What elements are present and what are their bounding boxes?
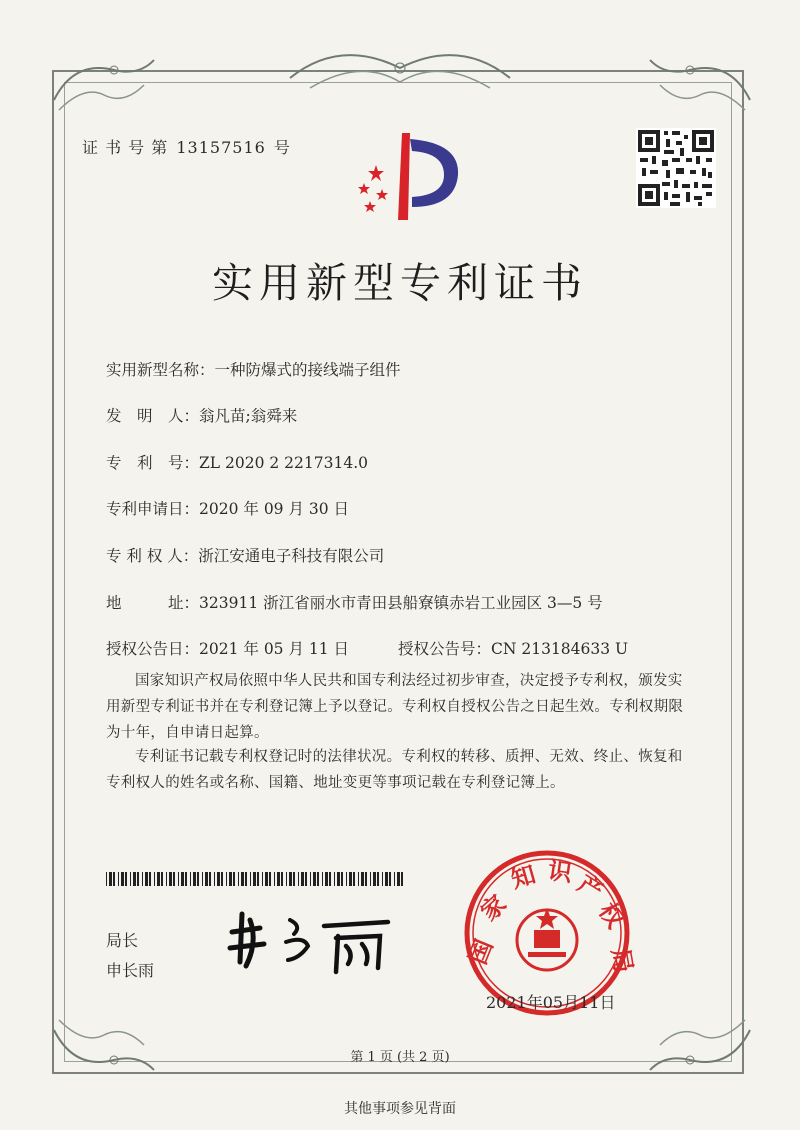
barcode-bar [145,872,148,886]
barcode-bar [269,872,271,886]
certificate-number-value: 13157516 [176,138,266,157]
certificate-number [82,135,293,158]
field-value: ZL 2020 2 2217314.0 [199,454,368,472]
field-application-date [106,497,349,519]
barcode-bar [185,872,187,886]
barcode-bar [382,872,383,886]
barcode-bar [305,872,307,886]
barcode-bar [157,872,160,886]
barcode-bar [221,872,223,886]
field-label: 专 利 号： [106,454,200,472]
barcode-bar [190,872,191,886]
barcode-bar [173,872,175,886]
barcode-bar [106,872,107,886]
barcode-bar [334,872,335,886]
barcode-bar [298,872,299,886]
barcode-bar [325,872,328,886]
barcode-icon [106,872,406,886]
barcode-bar [286,872,287,886]
barcode-bar [358,872,359,886]
barcode-bar [209,872,211,886]
barcode-bar [289,872,292,886]
handwritten-signature-icon [220,902,400,982]
barcode-bar [361,872,364,886]
barcode-bar [226,872,227,886]
barcode-bar [181,872,184,886]
barcode-bar [401,872,403,886]
field-value: 323911 浙江省丽水市青田县船寮镇赤岩工业园区 3—5 号 [199,594,603,612]
field-value: 2020 年 09 月 30 日 [199,500,350,518]
back-note: 其他事项参见背面 [344,1101,456,1117]
field-utility-model-name [106,358,401,380]
page-number: 第 1 页 (共 2 页) [350,1050,450,1065]
barcode-bar [346,872,347,886]
top-right-ornament-icon [640,40,760,120]
field-label: 实用新型名称： [106,361,215,379]
barcode-bar [253,872,256,886]
certificate-number-suffix: 号 [273,138,291,157]
barcode-bar [125,872,127,886]
barcode-bar [322,872,323,886]
barcode-bar [385,872,388,886]
barcode-bar [178,872,179,886]
barcode-bar [370,872,371,886]
barcode-bar [161,872,163,886]
barcode-bar [142,872,143,886]
barcode-bar [349,872,352,886]
barcode-bar [250,872,251,886]
barcode-bar [238,872,239,886]
barcode-bar [169,872,172,886]
field-value: 浙江安通电子科技有限公司 [198,547,385,565]
barcode-bar [337,872,340,886]
svg-text:识: 识 [546,856,574,888]
field-label: 专 利 权 人： [106,547,199,565]
svg-text:局: 局 [606,946,638,975]
barcode-bar [245,872,247,886]
barcode-bar [317,872,319,886]
field-address [106,591,603,613]
barcode-bar [214,872,215,886]
barcode-bar [373,872,376,886]
barcode-bar [365,872,367,886]
field-inventors [106,404,297,426]
svg-text:产: 产 [572,869,609,906]
patent-office-logo-icon [340,125,470,225]
field-value: 翁凡苗;翁舜来 [199,407,298,425]
legal-paragraph-2: 专利证书记载专利权登记时的法律状况。专利权的转移、质押、无效、终止、恢复和专利权人的姓名或名称、国籍、地址变更等事项记载在专利登记簿上。 [106,749,683,791]
seal-date: 2021年05月11日 [486,993,616,1012]
barcode-bar [130,872,131,886]
field-label: 地 址： [106,594,200,612]
barcode-bar [274,872,275,886]
svg-text:国: 国 [463,935,499,969]
barcode-bar [233,872,235,886]
field-grant-announcement-date [106,637,349,659]
barcode-bar [257,872,259,886]
barcode-bar [394,872,395,886]
barcode-bar [262,872,263,886]
barcode-bar [310,872,311,886]
barcode-bar [197,872,199,886]
field-value: 2021 年 05 月 11 日 [199,640,350,658]
field-label: 专利申请日： [106,500,200,518]
top-center-ornament-icon [280,38,520,98]
barcode-bar [166,872,167,886]
svg-text:权: 权 [593,897,630,934]
certificate-number-prefix: 证 书 号 第 [82,138,169,157]
certificate-title: 实用新型专利证书 [212,259,588,307]
barcode-bar [313,872,316,886]
barcode-bar [193,872,196,886]
barcode-bar [389,872,391,886]
field-label: 发 明 人： [106,407,200,425]
top-left-ornament-icon [44,40,164,120]
barcode-bar [154,872,155,886]
barcode-bar [109,872,112,886]
barcode-bar [202,872,203,886]
svg-text:知: 知 [507,860,539,894]
barcode-bar [377,872,379,886]
legal-paragraph-1: 国家知识产权局依照中华人民共和国专利法经过初步审查，决定授予专利权，颁发实用新型专利证书并在专利登记簿上予以登记。专利权自授权公告之日起生效。专利权期限为十年，自申请日起算。 [106,673,684,741]
barcode-bar [341,872,343,886]
field-value: CN 213184633 U [491,640,629,658]
barcode-bar [113,872,115,886]
field-label: 授权公告号： [398,640,492,658]
barcode-bar [241,872,244,886]
barcode-bar [149,872,151,886]
barcode-bar [121,872,124,886]
signatory-title: 局长 [106,931,139,950]
field-grant-announcement-number [398,637,628,659]
field-label: 授权公告日： [106,640,200,658]
field-patent-number [106,451,368,473]
field-patentee [106,544,384,566]
barcode-bar [301,872,304,886]
field-value: 一种防爆式的接线端子组件 [214,361,401,379]
barcode-bar [397,872,400,886]
barcode-bar [265,872,268,886]
barcode-bar [293,872,295,886]
barcode-bar [229,872,232,886]
qr-code-icon [636,128,716,208]
signatory-name: 申长雨 [106,961,155,980]
barcode-bar [329,872,331,886]
barcode-bar [133,872,136,886]
barcode-bar [118,872,119,886]
svg-text:家: 家 [475,889,512,927]
barcode-bar [281,872,283,886]
barcode-bar [353,872,355,886]
barcode-bar [217,872,220,886]
barcode-bar [137,872,139,886]
barcode-bar [205,872,208,886]
barcode-bar [277,872,280,886]
